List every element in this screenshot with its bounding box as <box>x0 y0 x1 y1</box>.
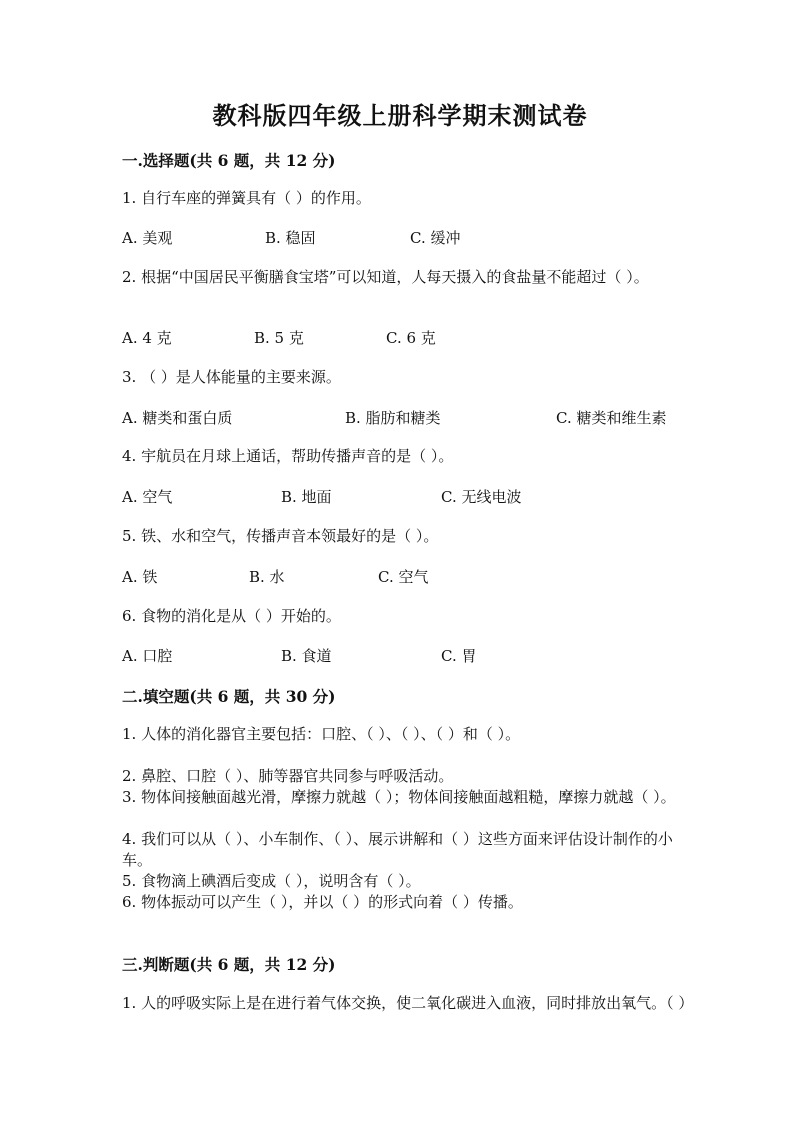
choice-options-3 <box>122 407 682 429</box>
option-c: C. 无线电波 <box>441 488 522 506</box>
choice-options-6 <box>122 645 682 667</box>
choice-question-6: 6. 食物的消化是从（ ）开始的。 <box>122 607 341 625</box>
option-b: B. 5 克 <box>254 329 304 347</box>
choice-options-4 <box>122 486 682 508</box>
option-b: B. 脂肪和糖类 <box>345 409 441 427</box>
option-b: B. 地面 <box>281 488 332 506</box>
option-a: A. 空气 <box>122 488 173 506</box>
fill-item-1: 1. 人体的消化器官主要包括：口腔、（ ）、（ ）、（ ）和（ ）。 <box>122 725 521 743</box>
option-b: B. 水 <box>249 568 285 586</box>
choice-question-2: 2. 根据“中国居民平衡膳食宝塔”可以知道，人每天摄入的食盐量不能超过（ ）。 <box>122 268 649 286</box>
option-a: A. 糖类和蛋白质 <box>122 409 233 427</box>
option-a: A. 口腔 <box>122 647 173 665</box>
option-c: C. 空气 <box>378 568 429 586</box>
judge-item-1: 1. 人的呼吸实际上是在进行着气体交换，使二氧化碳进入血液，同时排放出氧气。（ ） <box>122 994 694 1012</box>
choice-question-1: 1. 自行车座的弹簧具有（ ）的作用。 <box>122 189 371 207</box>
option-a: A. 铁 <box>122 568 158 586</box>
option-a: A. 4 克 <box>122 329 172 347</box>
fill-section-heading: 二.填空题(共 6 题，共 30 分) <box>122 687 336 706</box>
fill-item-4: 4. 我们可以从（ ）、小车制作、（ ）、展示讲解和（ ）这些方面来评估设计制作的小车。 <box>122 830 673 869</box>
option-c: C. 6 克 <box>386 329 436 347</box>
option-b: B. 稳固 <box>265 229 316 247</box>
choice-options-1 <box>122 227 682 249</box>
choice-section-heading: 一.选择题(共 6 题，共 12 分) <box>122 151 336 170</box>
fill-item-6: 6. 物体振动可以产生（ ），并以（ ）的形式向着（ ）传播。 <box>122 893 523 911</box>
choice-question-3: 3. （ ）是人体能量的主要来源。 <box>122 368 341 386</box>
option-a: A. 美观 <box>122 229 173 247</box>
exam-title: 教科版四年级上册科学期末测试卷 <box>212 101 588 130</box>
choice-options-5 <box>122 566 682 588</box>
choice-question-4: 4. 宇航员在月球上通话，帮助传播声音的是（ ）。 <box>122 447 454 465</box>
fill-item-5: 5. 食物滴上碘酒后变成（ ），说明含有（ ）。 <box>122 872 421 890</box>
fill-item-3: 3. 物体间接触面越光滑，摩擦力就越（ ）；物体间接触面越粗糙，摩擦力就越（ ）。 <box>122 788 676 806</box>
judge-section-heading: 三.判断题(共 6 题，共 12 分) <box>122 955 336 974</box>
choice-options-2 <box>122 327 682 349</box>
option-c: C. 缓冲 <box>410 229 461 247</box>
choice-question-5: 5. 铁、水和空气，传播声音本领最好的是（ ）。 <box>122 527 439 545</box>
option-b: B. 食道 <box>281 647 332 665</box>
option-c: C. 胃 <box>441 647 477 665</box>
fill-item-2: 2. 鼻腔、口腔（ ）、肺等器官共同参与呼吸活动。 <box>122 767 454 785</box>
option-c: C. 糖类和维生素 <box>556 409 667 427</box>
